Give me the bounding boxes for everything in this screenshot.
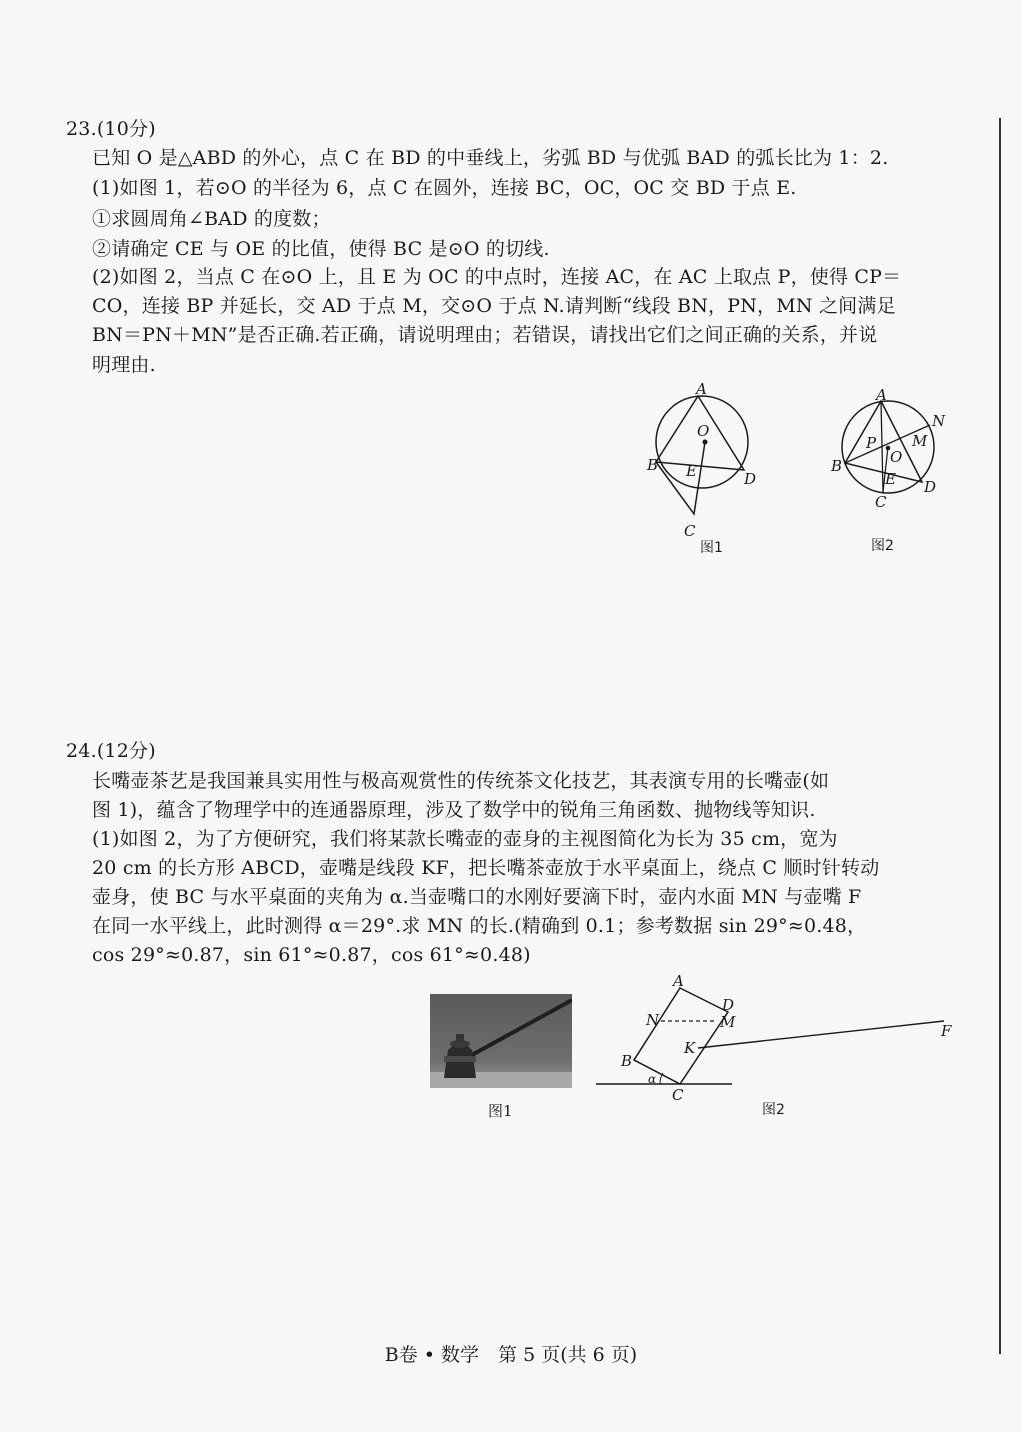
q23-f1-label-a: A [696, 380, 707, 398]
q23-line-2: (1)如图 1，若⊙O 的半径为 6，点 C 在圆外，连接 BC，OC，OC 交 BD 于点 E. [92, 177, 797, 199]
q24-line-3: (1)如图 2，为了方便研究，我们将某款长嘴壶的壶身的主视图简化为长为 35 cm，宽为 [92, 828, 838, 850]
q23-line-3: ①求圆周角∠BAD 的度数； [92, 208, 331, 230]
q23-f1-label-c: C [684, 522, 696, 540]
q24-header: 24.(12分) [66, 740, 156, 762]
q24-line-2: 图 1)，蕴含了物理学中的连通器原理，涉及了数学中的锐角三角函数、抛物线等知识. [92, 799, 816, 821]
q23-f2-caption: 图2 [871, 538, 894, 554]
q24-line-5: 壶身，使 BC 与水平桌面的夹角为 α.当壶嘴口的水刚好要滴下时，壶内水面 MN 与壶嘴 F [92, 886, 862, 908]
q23-line-7: BN＝PN＋MN”是否正确.若正确，请说明理由；若错误，请找出它们之间正确的关系，并说 [92, 324, 878, 346]
q24-f2-label-b: B [621, 1052, 633, 1070]
q24-teapot-photo [430, 994, 572, 1088]
q23-line-1: 已知 O 是△ABD 的外心，点 C 在 BD 的中垂线上，劣弧 BD 与优弧 BAD 的弧长比为 1：2. [92, 147, 889, 169]
q23-header: 23.(10分) [66, 118, 156, 140]
q24-line-6: 在同一水平线上，此时测得 α＝29°.求 MN 的长.(精确到 0.1；参考数据 sin 29°≈0.48， [92, 915, 867, 937]
q23-f2-label-d: D [924, 478, 937, 496]
q24-f2-label-a: A [673, 972, 684, 990]
q24-line-1: 长嘴壶茶艺是我国兼具实用性与极高观赏性的传统茶文化技艺，其表演专用的长嘴壶(如 [92, 770, 830, 792]
q23-f1-caption: 图1 [700, 540, 723, 556]
right-margin-rule [999, 118, 1001, 1354]
q23-f2-label-c: C [875, 493, 887, 511]
q24-f2-label-k: K [684, 1039, 696, 1057]
q23-line-4: ②请确定 CE 与 OE 的比值，使得 BC 是⊙O 的切线. [92, 238, 550, 260]
q24-figure-2 [590, 970, 970, 1120]
q23-line-6: CO，连接 BP 并延长，交 AD 于点 M，交⊙O 于点 N.请判断“线段 BN，PN，MN 之间满足 [92, 295, 896, 317]
q24-f1-caption: 图1 [488, 1102, 513, 1120]
q23-f2-label-e: E [885, 470, 896, 488]
q24-f2-label-alpha: α [648, 1072, 657, 1086]
q24-line-7: cos 29°≈0.87，sin 61°≈0.87，cos 61°≈0.48) [92, 944, 531, 966]
q24-f2-label-f: F [941, 1022, 952, 1040]
q23-f1-label-d: D [744, 470, 757, 488]
q23-line-8: 明理由. [92, 354, 156, 376]
q23-f2-label-a: A [876, 386, 887, 404]
q23-line-5: (2)如图 2，当点 C 在⊙O 上，且 E 为 OC 的中点时，连接 AC，在 AC 上取点 P，使得 CP＝ [92, 266, 902, 288]
q23-f2-label-n: N [932, 412, 946, 430]
q23-figure-1 [640, 378, 770, 558]
q24-f2-label-d: D [722, 996, 735, 1014]
q23-f2-label-m: M [912, 432, 928, 450]
q23-figure-2 [825, 385, 955, 557]
q23-f2-label-p: P [866, 434, 877, 452]
q23-f2-label-o: O [890, 448, 903, 466]
q23-f1-label-o: O [697, 422, 710, 440]
q23-f2-label-b: B [831, 457, 843, 475]
q24-f2-label-c: C [672, 1086, 684, 1104]
q23-f1-label-e: E [686, 462, 697, 480]
q24-line-4: 20 cm 的长方形 ABCD，壶嘴是线段 KF，把长嘴茶壶放于水平桌面上，绕点 C 顺时针转动 [92, 857, 880, 879]
q24-f2-caption: 图2 [762, 1102, 785, 1118]
q24-f2-label-m: M [720, 1013, 736, 1031]
q23-f1-label-b: B [647, 456, 659, 474]
page-footer: B卷 • 数学 第 5 页(共 6 页) [384, 1344, 638, 1366]
q24-f2-label-n: N [646, 1011, 660, 1029]
